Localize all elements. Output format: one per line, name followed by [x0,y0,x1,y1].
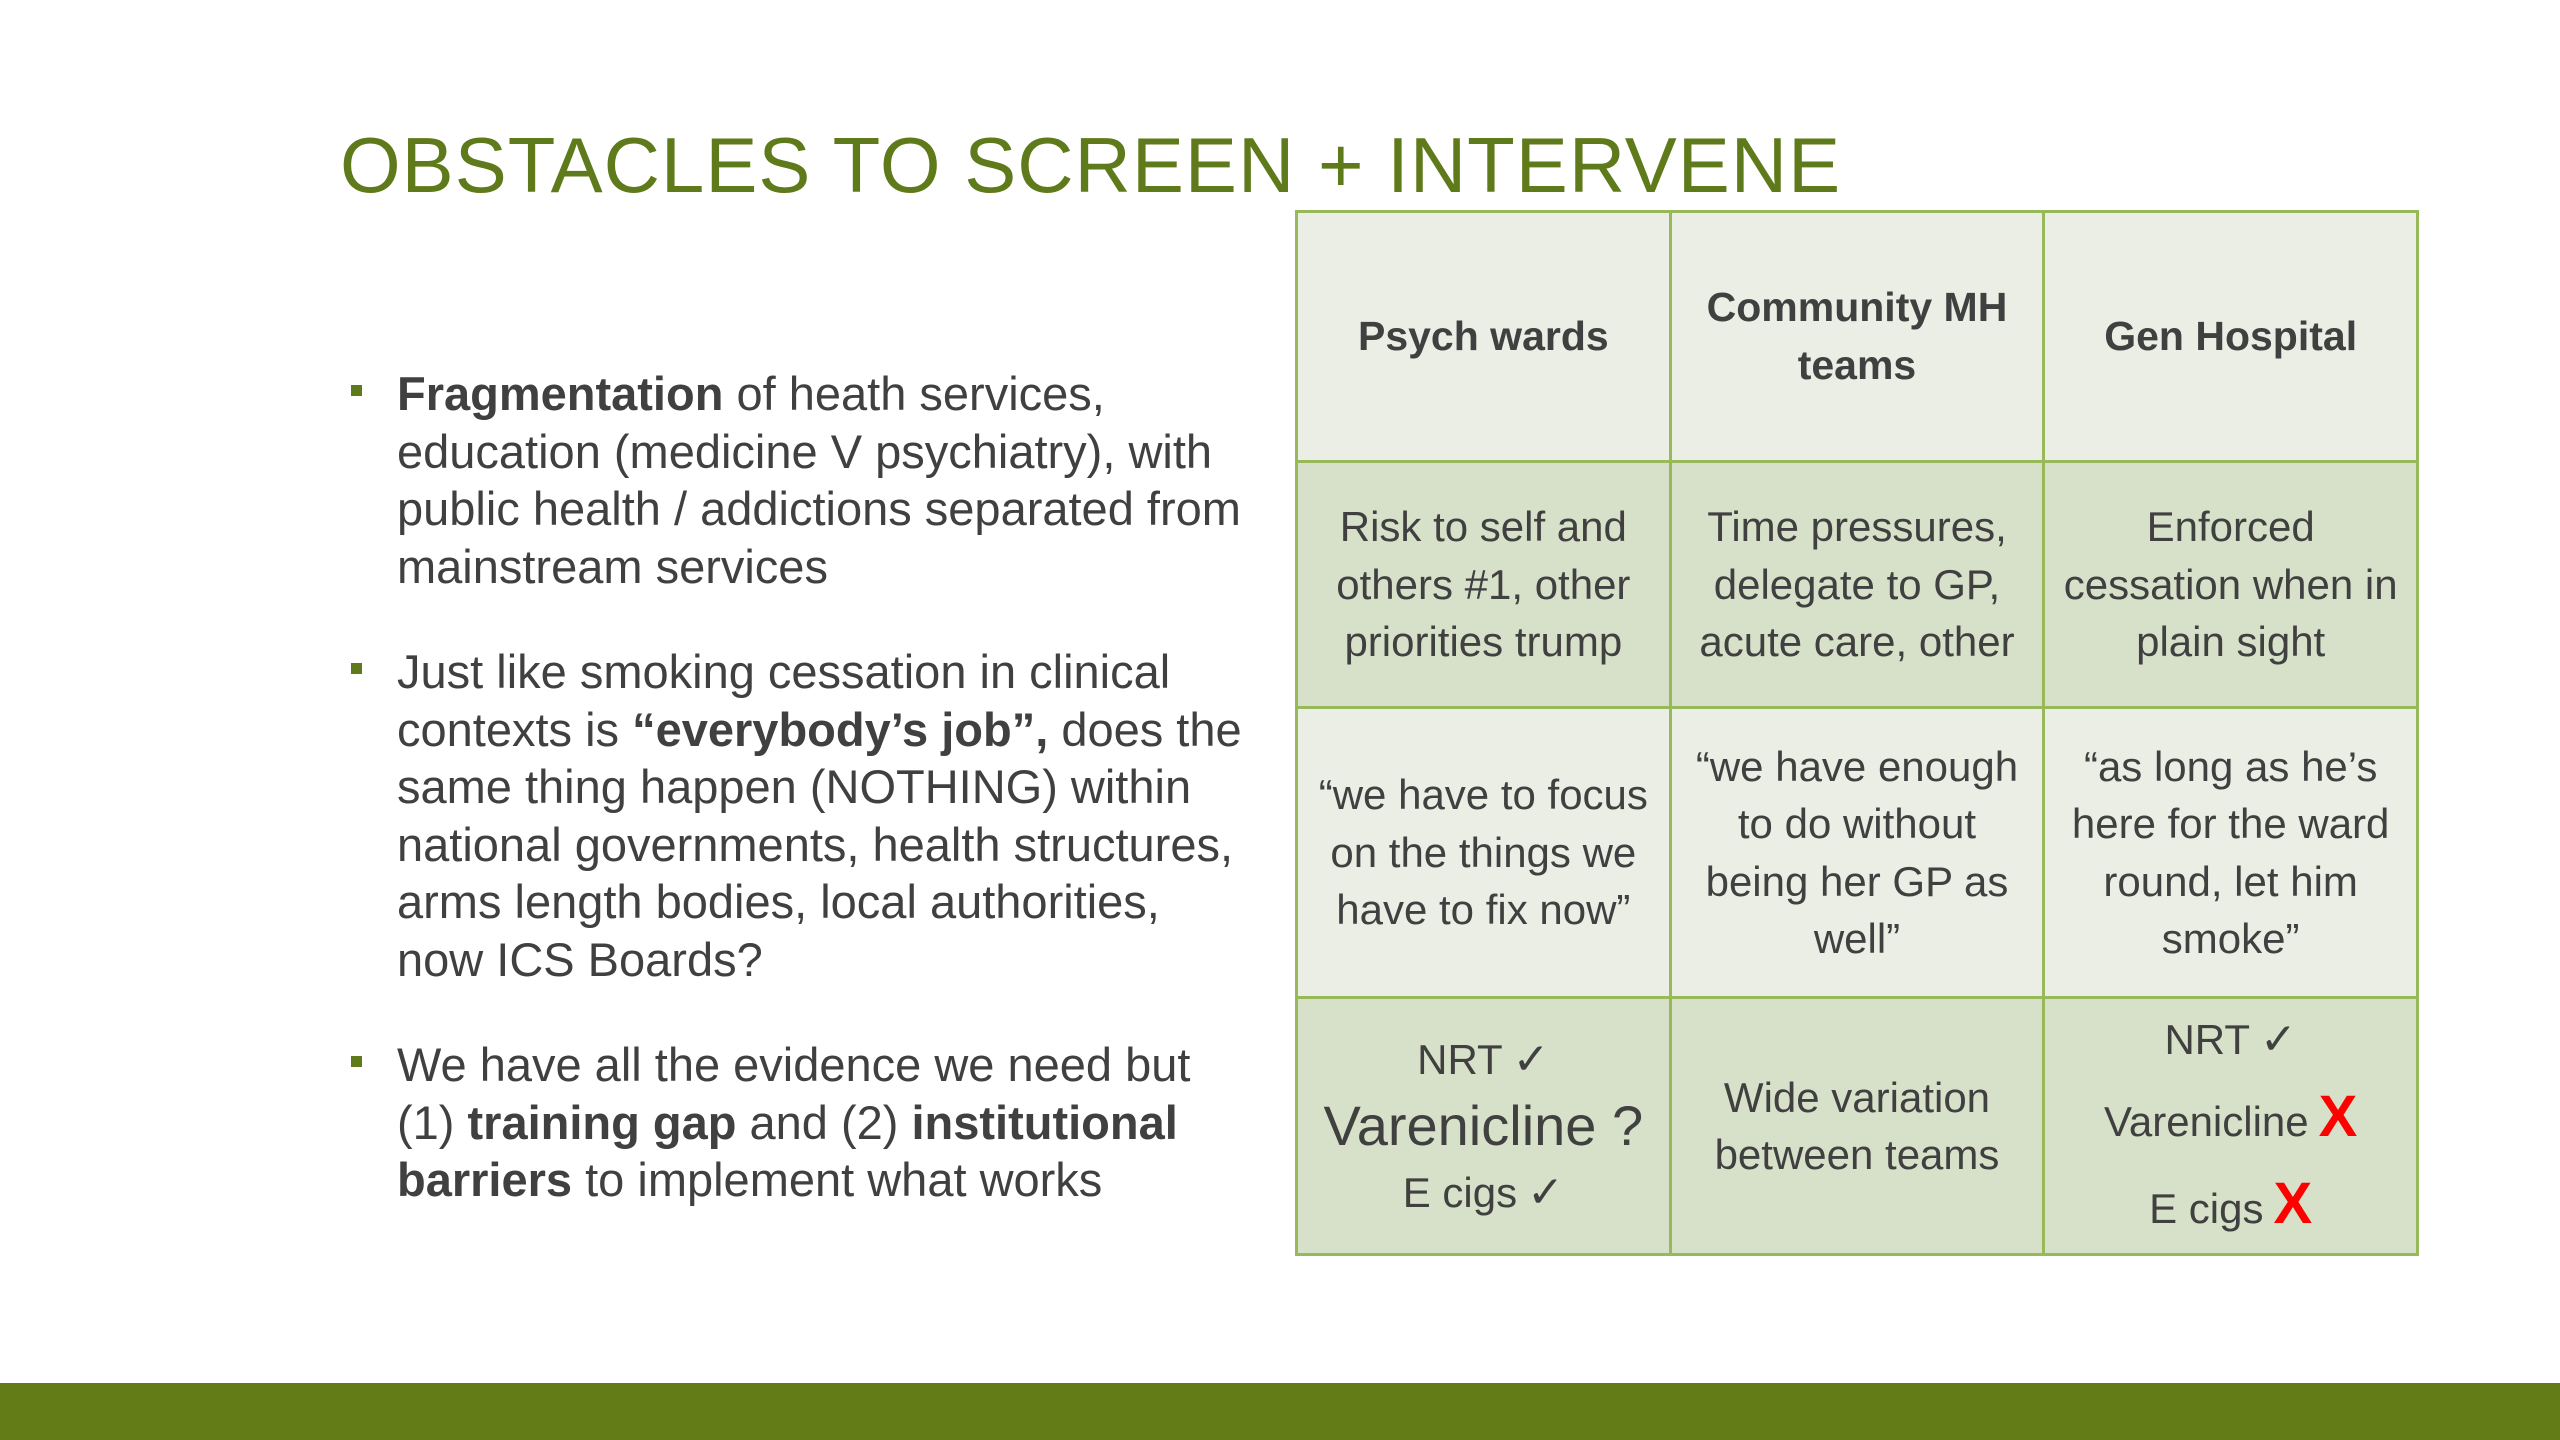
nrt-label: NRT [2164,1016,2250,1063]
varenicline-line: Varenicline ? [1323,1093,1644,1157]
table-cell: “we have to focus on the things we have to fix now” [1297,708,1671,998]
varenicline-label: Varenicline [2103,1098,2309,1145]
ecigs-label: E cigs [1402,1169,1518,1217]
header-gen-hospital: Gen Hospital [2044,212,2418,462]
ecigs-line [1314,1165,1653,1220]
bullet-item-fragmentation [345,365,1245,595]
bullet-list [345,365,1245,1257]
bullet-item-everybodys-job [345,643,1245,988]
red-cross-icon: X [2318,1084,2358,1149]
square-bullet-icon [351,1056,362,1067]
square-bullet-icon [351,385,362,396]
table-row-treatments [1297,998,2418,1255]
bold-text: training gap [467,1095,737,1149]
table-cell: “as long as he’s here for the ward round, let him smoke” [2044,708,2418,998]
bullet-text [397,367,1241,593]
table-cell: Wide variation between teams [1670,998,2044,1255]
table-cell: Risk to self and others #1, other priorities trump [1297,462,1671,708]
table-cell: “we have enough to do without being her GP as well” [1670,708,2044,998]
table-row-obstacles [1297,462,2418,708]
nrt-label: NRT [1417,1035,1503,1083]
bullet-text-segment: does the same thing happen (NOTHING) within national governments, health structures, arms length bodies, local authorities, now ICS Boards? [397,702,1242,986]
footer-bar [0,1383,2560,1440]
bullet-item-evidence [345,1036,1245,1209]
bullet-text [397,1038,1190,1206]
slide-title: OBSTACLES TO SCREEN + INTERVENE [340,121,1842,209]
obstacles-table [1295,210,2419,1256]
bullet-text-segment: to implement what works [572,1153,1103,1206]
table-cell: Time pressures, delegate to GP, acute care, other [1670,462,2044,708]
varenicline-line [2061,1081,2400,1154]
ecigs-label: E cigs [2149,1184,2264,1232]
checkmark-icon: ✓ [2260,1014,2297,1065]
table-cell: Enforced cessation when in plain sight [2044,462,2418,708]
header-community-mh-teams: Community MH teams [1670,212,2044,462]
bullet-text-segment: We have all the evidence we need but (1) [397,1038,1191,1149]
bold-text: “everybody’s job”, [632,702,1049,756]
checkmark-icon: ✓ [1527,1167,1564,1219]
ecigs-line [2061,1168,2400,1241]
nrt-line [2061,1012,2400,1067]
bullet-text-segment: and (2) [736,1095,912,1149]
bold-text: institutional barriers [397,1095,1178,1206]
table-row-quotes [1297,708,2418,998]
bullet-text-segment: Just like smoking cessation in clinical contexts is [397,645,1171,756]
checkmark-icon: ✓ [1512,1033,1550,1085]
bold-text: Fragmentation [397,367,724,420]
bullet-text [397,645,1242,986]
header-psych-wards: Psych wards [1297,212,1671,462]
table-header-row [1297,212,2418,462]
table-cell-gen-treatments [2044,998,2418,1255]
nrt-line [1314,1032,1653,1087]
bullet-text-segment: of heath services, education (medicine V psychiatry), with public health / addictions separated from mainstream services [397,367,1241,593]
table-cell-psych-treatments [1297,998,1671,1255]
red-cross-icon: X [2273,1170,2313,1236]
square-bullet-icon [351,663,362,674]
